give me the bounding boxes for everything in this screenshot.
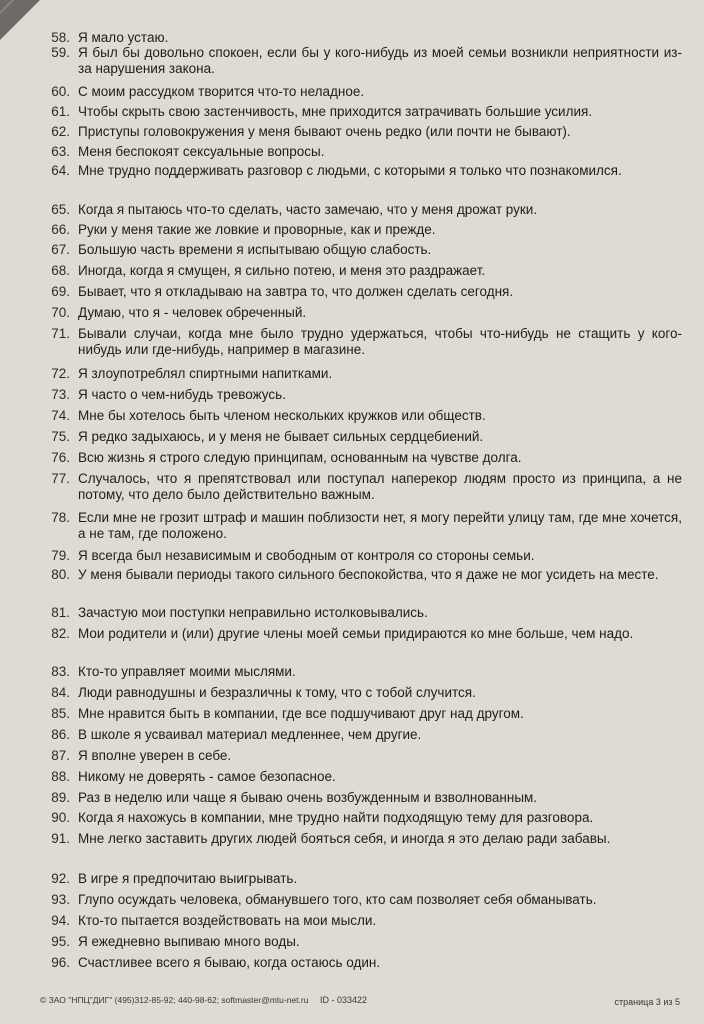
question-item — [30, 242, 682, 258]
question-item — [30, 263, 682, 279]
question-number: 67. — [51, 242, 70, 257]
question-number: 92. — [51, 871, 70, 886]
question-number: 68. — [51, 263, 70, 278]
question-number: 96. — [51, 955, 70, 970]
question-text: Глупо осуждать человека, обманувшего того, кто сам позволяет себя обманывать. — [78, 892, 597, 907]
question-text: Кто-то пытается воздействовать на мои мысли. — [78, 913, 377, 928]
question-number: 90. — [51, 810, 70, 825]
question-text: Случалось, что я препятствовал или поступал наперекор людям просто из принципа, а не потому, что дело было действительно важным. — [78, 471, 682, 502]
question-item — [30, 790, 682, 806]
question-item — [30, 567, 682, 583]
question-number: 72. — [51, 366, 70, 381]
question-item — [30, 222, 682, 238]
question-text: Всю жизнь я строго следую принципам, основанным на чувстве долга. — [78, 450, 522, 465]
question-text: Я был бы довольно спокоен, если бы у кого-нибудь из моей семьи возникли неприятности из-за нарушения закона. — [78, 45, 682, 76]
question-item — [30, 626, 682, 642]
question-text: Раз в неделю или чаще я бываю очень возбужденным и взволнованным. — [78, 790, 538, 805]
question-number: 63. — [51, 144, 70, 159]
question-text: Никому не доверять - самое безопасное. — [78, 769, 336, 784]
question-text: Если мне не грозит штраф и машин поблизости нет, я могу перейти улицу там, где мне хочется, а не там, где положено. — [78, 510, 682, 541]
question-number: 76. — [51, 450, 70, 465]
question-item — [30, 408, 682, 424]
question-number: 82. — [51, 626, 70, 641]
question-number: 88. — [51, 769, 70, 784]
question-item — [30, 548, 682, 564]
question-text: Мне трудно поддерживать разговор с людьми, с которыми я только что познакомился. — [78, 163, 622, 178]
question-number: 70. — [51, 305, 70, 320]
question-text: Люди равнодушны и безразличны к тому, что с тобой случится. — [78, 685, 476, 700]
question-text: Мне легко заставить других людей бояться себя, и иногда я это делаю ради забавы. — [78, 831, 611, 846]
footer-id: ID - 033422 — [320, 995, 368, 1005]
question-text: Большую часть времени я испытываю общую слабость. — [78, 242, 432, 257]
question-item — [30, 706, 682, 722]
question-number: 71. — [51, 326, 70, 341]
page-number: страница 3 из 5 — [614, 997, 680, 1007]
question-text: Я мало устаю. — [78, 30, 169, 45]
question-text: Иногда, когда я смущен, я сильно потею, и меня это раздражает. — [78, 263, 486, 278]
question-item — [30, 429, 682, 445]
question-text: Приступы головокружения у меня бывают очень редко (или почти не бывают). — [78, 124, 571, 139]
question-number: 81. — [51, 605, 70, 620]
question-text: Я часто о чем-нибудь тревожусь. — [78, 387, 286, 402]
question-number: 59. — [51, 45, 70, 60]
question-number: 86. — [51, 727, 70, 742]
question-number: 77. — [51, 471, 70, 486]
question-text: Зачастую мои поступки неправильно истолковывались. — [78, 605, 428, 620]
question-number: 83. — [51, 664, 70, 679]
footer-copyright: © ЗАО "НПЦ"ДИГ" (495)312-85-92; 440-98-62; softmaster@mtu-net.ru — [40, 995, 309, 1005]
question-number: 73. — [51, 387, 70, 402]
question-number: 62. — [51, 124, 70, 139]
question-number: 93. — [51, 892, 70, 907]
question-text: В игре я предпочитаю выигрывать. — [78, 871, 298, 886]
question-item — [30, 913, 682, 929]
question-number: 66. — [51, 222, 70, 237]
question-item — [30, 934, 682, 950]
question-text: В школе я усваивал материал медленнее, чем другие. — [78, 727, 422, 742]
question-item — [30, 84, 682, 100]
question-number: 87. — [51, 748, 70, 763]
question-item — [30, 284, 682, 300]
question-item — [30, 605, 682, 621]
question-item — [30, 326, 682, 358]
question-text: Бывали случаи, когда мне было трудно удержаться, чтобы что-нибудь не стащить у кого-нибудь или где-нибудь, например в магазине. — [78, 326, 682, 357]
question-text: Меня беспокоят сексуальные вопросы. — [78, 144, 325, 159]
question-number: 94. — [51, 913, 70, 928]
question-item — [30, 124, 682, 140]
question-number: 91. — [51, 831, 70, 846]
question-number: 78. — [51, 510, 70, 525]
question-text: Руки у меня такие же ловкие и проворные, как и прежде. — [78, 222, 436, 237]
question-item — [30, 871, 682, 887]
question-number: 58. — [51, 30, 70, 45]
question-text: Я злоупотреблял спиртными напитками. — [78, 366, 333, 381]
question-text: Мои родители и (или) другие члены моей семьи придираются ко мне больше, чем надо. — [78, 626, 634, 641]
question-text: Я вполне уверен в себе. — [78, 748, 232, 763]
question-number: 64. — [51, 163, 70, 178]
question-item — [30, 104, 682, 120]
question-text: С моим рассудком творится что-то неладное. — [78, 84, 365, 99]
question-item — [30, 831, 682, 847]
question-number: 79. — [51, 548, 70, 563]
question-item — [30, 810, 682, 826]
question-number: 75. — [51, 429, 70, 444]
question-text: Я ежедневно выпиваю много воды. — [78, 934, 300, 949]
question-number: 74. — [51, 408, 70, 423]
question-item — [30, 30, 682, 46]
question-number: 84. — [51, 685, 70, 700]
question-text: Я всегда был независимым и свободным от контроля со стороны семьи. — [78, 548, 535, 563]
question-number: 61. — [51, 104, 70, 119]
question-item — [30, 510, 682, 542]
question-item — [30, 163, 682, 179]
question-item — [30, 202, 682, 218]
question-item — [30, 727, 682, 743]
question-number: 60. — [51, 84, 70, 99]
question-item — [30, 144, 682, 160]
question-text: Думаю, что я - человек обреченный. — [78, 305, 307, 320]
question-item — [30, 748, 682, 764]
question-text: Я редко задыхаюсь, и у меня не бывает сильных сердцебиений. — [78, 429, 484, 444]
question-number: 85. — [51, 706, 70, 721]
question-number: 69. — [51, 284, 70, 299]
question-text: Бывает, что я откладываю на завтра то, что должен сделать сегодня. — [78, 284, 514, 299]
question-text: Мне нравится быть в компании, где все подшучивают друг над другом. — [78, 706, 524, 721]
question-text: Мне бы хотелось быть членом нескольких кружков или обществ. — [78, 408, 486, 423]
question-text: Чтобы скрыть свою застенчивость, мне приходится затрачивать большие усилия. — [78, 104, 593, 119]
question-item — [30, 45, 682, 77]
question-item — [30, 387, 682, 403]
question-item — [30, 366, 682, 382]
page-footer — [40, 995, 680, 1011]
question-item — [30, 955, 682, 971]
question-number: 95. — [51, 934, 70, 949]
question-item — [30, 450, 682, 466]
question-text: Счастливее всего я бываю, когда остаюсь один. — [78, 955, 381, 970]
question-number: 80. — [51, 567, 70, 582]
question-number: 65. — [51, 202, 70, 217]
question-item — [30, 685, 682, 701]
question-item — [30, 664, 682, 680]
question-text: У меня бывали периоды такого сильного беспокойства, что я даже не мог усидеть на месте. — [78, 567, 659, 582]
question-item — [30, 769, 682, 785]
question-item — [30, 892, 682, 908]
question-text: Кто-то управляет моими мыслями. — [78, 664, 296, 679]
question-text: Когда я пытаюсь что-то сделать, часто замечаю, что у меня дрожат руки. — [78, 202, 538, 217]
question-text: Когда я нахожусь в компании, мне трудно найти подходящую тему для разговора. — [78, 810, 594, 825]
question-item — [30, 305, 682, 321]
question-number: 89. — [51, 790, 70, 805]
question-item — [30, 471, 682, 503]
